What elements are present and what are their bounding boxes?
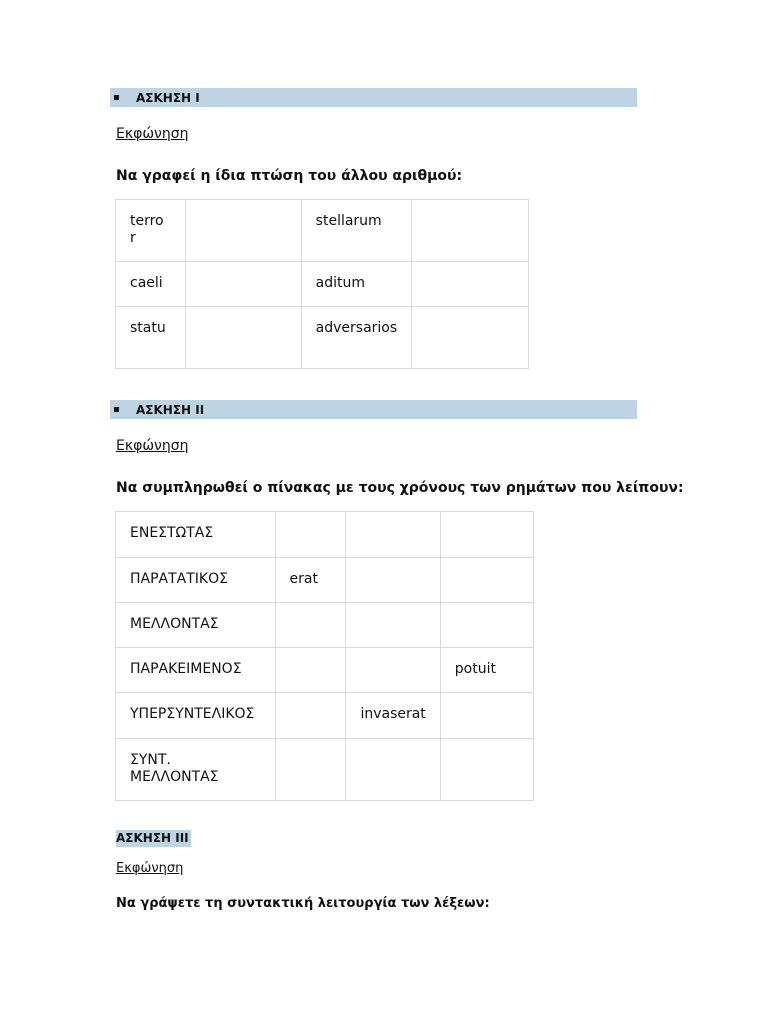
table-cell xyxy=(346,558,440,603)
exercise-2-table xyxy=(115,511,534,801)
exercise-2-heading xyxy=(110,400,637,419)
table-cell: erat xyxy=(275,558,346,603)
exercise-1-instruction: Να γραφεί η ίδια πτώση του άλλου αριθμού: xyxy=(116,168,463,184)
table-row xyxy=(116,262,529,307)
table-cell xyxy=(412,262,529,307)
table-cell xyxy=(185,307,301,369)
exercise-2-label: Εκφώνηση xyxy=(116,438,189,454)
table-row xyxy=(116,558,534,603)
table-row xyxy=(116,739,534,801)
table-cell: caeli xyxy=(116,262,186,307)
bullet-icon xyxy=(114,95,119,100)
exercise-2-instruction: Να συμπληρωθεί ο πίνακας με τους χρόνους των ρημάτων που λείπουν: xyxy=(116,480,684,496)
bullet-icon xyxy=(114,407,119,412)
exercise-1-heading xyxy=(110,88,637,107)
table-cell: ΠΑΡΑΤΑΤΙΚΟΣ xyxy=(116,558,276,603)
table-row xyxy=(116,307,529,369)
table-cell xyxy=(440,512,533,558)
table-cell: potuit xyxy=(440,648,533,693)
table-cell xyxy=(440,603,533,648)
table-cell xyxy=(275,693,346,739)
table-cell xyxy=(275,603,346,648)
table-cell xyxy=(275,512,346,558)
table-cell: statu xyxy=(116,307,186,369)
table-cell: invaserat xyxy=(346,693,440,739)
table-cell xyxy=(440,558,533,603)
table-cell: ΠΑΡΑΚΕΙΜΕΝΟΣ xyxy=(116,648,276,693)
table-row xyxy=(116,648,534,693)
table-row xyxy=(116,512,534,558)
table-cell xyxy=(346,512,440,558)
table-cell: terro r xyxy=(116,200,186,262)
table-cell: adversarios xyxy=(301,307,412,369)
table-row xyxy=(116,200,529,262)
table-cell xyxy=(440,693,533,739)
table-cell: ΥΠΕΡΣΥΝΤΕΛΙΚΟΣ xyxy=(116,693,276,739)
table-cell: stellarum xyxy=(301,200,412,262)
exercise-1-label: Εκφώνηση xyxy=(116,126,189,142)
table-cell xyxy=(275,648,346,693)
table-cell xyxy=(185,262,301,307)
table-cell: ΕΝΕΣΤΩΤΑΣ xyxy=(116,512,276,558)
table-cell xyxy=(346,739,440,801)
table-row xyxy=(116,693,534,739)
exercise-3-instruction: Να γράψετε τη συντακτική λειτουργία των λέξεων: xyxy=(116,896,490,911)
exercise-2-heading-text: ΑΣΚΗΣΗ II xyxy=(136,402,205,417)
exercise-1-heading-text: ΑΣΚΗΣΗ I xyxy=(136,90,200,105)
table-cell xyxy=(185,200,301,262)
table-cell: aditum xyxy=(301,262,412,307)
table-cell: ΣΥΝΤ. ΜΕΛΛΟΝΤΑΣ xyxy=(116,739,276,801)
exercise-3-label: Εκφώνηση xyxy=(116,861,184,876)
table-cell: ΜΕΛΛΟΝΤΑΣ xyxy=(116,603,276,648)
exercise-1-table xyxy=(115,199,529,369)
table-cell xyxy=(412,200,529,262)
table-cell xyxy=(412,307,529,369)
table-row xyxy=(116,603,534,648)
table-cell xyxy=(346,603,440,648)
table-cell xyxy=(440,739,533,801)
exercise-3-heading: ΑΣΚΗΣΗ III xyxy=(116,831,189,845)
table-cell xyxy=(346,648,440,693)
table-cell xyxy=(275,739,346,801)
